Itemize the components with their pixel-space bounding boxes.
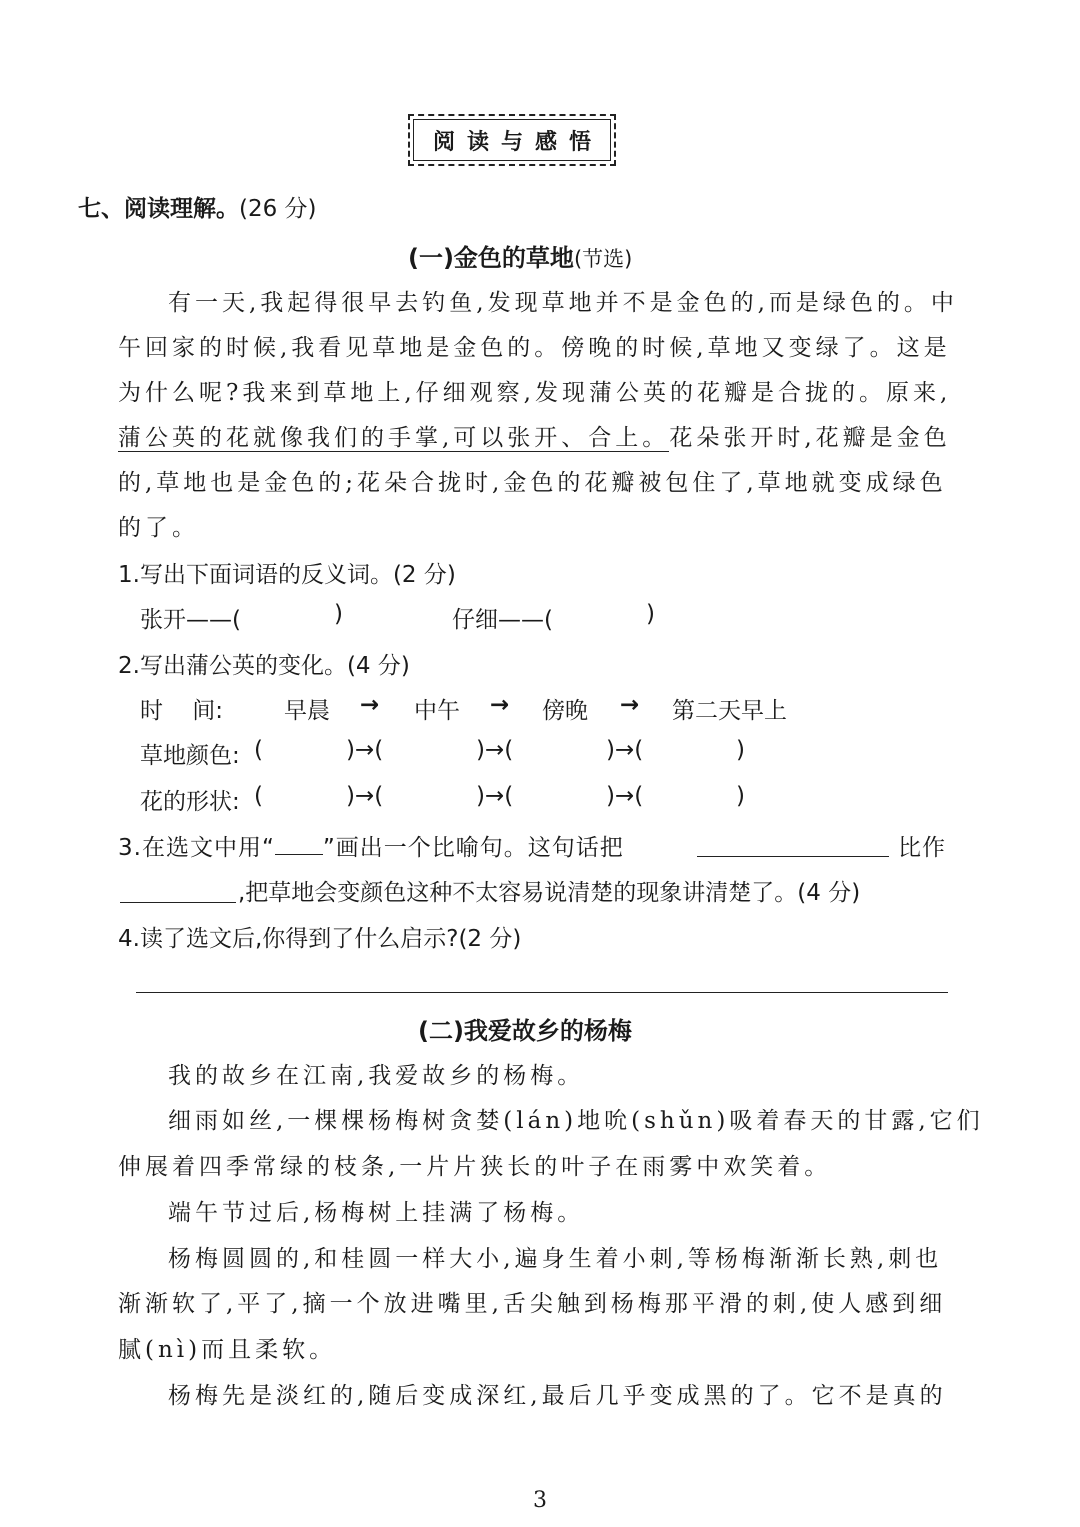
arrow-right-icon: → bbox=[360, 692, 380, 718]
q3-part-1: 3.在选文中用“ bbox=[118, 835, 275, 861]
passage-2-line: 细雨如丝,一棵棵杨梅树贪婪(lán)地吮(shǔn)吸着春天的甘露,它们 bbox=[168, 1108, 984, 1134]
passage-1-line-rest: 花朵张开时,花瓣是金色 bbox=[669, 425, 951, 451]
passage-1-title-note: (节选) bbox=[573, 247, 633, 271]
passage-2-line: 杨梅先是淡红的,随后变成深红,最后几乎变成黑的了。它不是真的 bbox=[168, 1383, 947, 1409]
q1-item-a-close: ) bbox=[334, 601, 343, 627]
passage-2-line: 腻(nì)而且柔软。 bbox=[118, 1337, 337, 1363]
passage-1-line: 的了。 bbox=[118, 515, 199, 541]
section-banner-text: 阅读与感悟 bbox=[432, 128, 603, 155]
passage-2-line: 渐渐软了,平了,摘一个放进嘴里,舌尖触到杨梅那平滑的刺,使人感到细 bbox=[118, 1291, 947, 1317]
q2-prompt: 2.写出蒲公英的变化。(4 分) bbox=[118, 653, 410, 679]
paren-arrow: )→( bbox=[476, 737, 514, 763]
q1-prompt: 1.写出下面词语的反义词。(2 分) bbox=[118, 562, 456, 588]
paren-open: ( bbox=[254, 783, 263, 809]
paren-close: ) bbox=[736, 783, 745, 809]
q2-time: 第二天早上 bbox=[672, 698, 787, 724]
question-7-title bbox=[78, 190, 317, 223]
q3-blank-line-mark bbox=[275, 836, 323, 855]
paren-close: ) bbox=[736, 737, 745, 763]
q2-shape-label: 花的形状: bbox=[140, 789, 240, 815]
q3-part-3: 比作 bbox=[898, 835, 946, 861]
q4-answer-line[interactable] bbox=[136, 992, 948, 993]
passage-1-line: 为什么呢?我来到草地上,仔细观察,发现蒲公英的花瓣是合拢的。原来, bbox=[118, 380, 952, 406]
paren-arrow: )→( bbox=[606, 783, 644, 809]
paren-arrow: )→( bbox=[346, 783, 384, 809]
passage-1-line: 午回家的时候,我看见草地是金色的。傍晚的时候,草地又变绿了。这是 bbox=[118, 335, 951, 361]
q3-part-2: ”画出一个比喻句。这句话把 bbox=[322, 835, 624, 861]
passage-2-title: (二)我爱故乡的杨梅 bbox=[418, 1017, 632, 1045]
passage-2-line: 伸展着四季常绿的枝条,一片片狭长的叶子在雨雾中欢笑着。 bbox=[118, 1154, 832, 1180]
paren-arrow: )→( bbox=[346, 737, 384, 763]
q1-item-a: 张开——( bbox=[140, 607, 241, 633]
section-banner bbox=[408, 114, 616, 166]
passage-1-title-text: (一)金色的草地 bbox=[408, 244, 574, 272]
question-7-points: (26 分) bbox=[239, 196, 317, 222]
passage-1-title bbox=[408, 238, 632, 273]
q3-answer-blank-1[interactable] bbox=[697, 856, 889, 857]
arrow-right-icon: → bbox=[620, 692, 640, 718]
q4-prompt: 4.读了选文后,你得到了什么启示?(2 分) bbox=[118, 926, 522, 952]
q3-part-4: ,把草地会变颜色这种不太容易说清楚的现象讲清楚了。(4 分) bbox=[238, 880, 861, 906]
passage-1-line-simile bbox=[118, 419, 951, 452]
paren-open: ( bbox=[254, 737, 263, 763]
q1-item-b-close: ) bbox=[646, 601, 655, 627]
q2-time: 傍晚 bbox=[542, 698, 588, 724]
q2-time-label: 时 间: bbox=[140, 698, 223, 724]
q1-item-b: 仔细——( bbox=[452, 607, 553, 633]
simile-underlined: 蒲公英的花就像我们的手掌,可以张开、合上。 bbox=[118, 425, 670, 451]
passage-2-line: 杨梅圆圆的,和桂圆一样大小,遍身生着小刺,等杨梅渐渐长熟,刺也 bbox=[168, 1246, 943, 1272]
q3-answer-blank-2[interactable] bbox=[120, 902, 236, 903]
arrow-right-icon: → bbox=[490, 692, 510, 718]
paren-arrow: )→( bbox=[476, 783, 514, 809]
paren-arrow: )→( bbox=[606, 737, 644, 763]
passage-1-line: 有一天,我起得很早去钓鱼,发现草地并不是金色的,而是绿色的。中 bbox=[168, 290, 958, 316]
q2-time: 中午 bbox=[414, 698, 460, 724]
q2-time: 早晨 bbox=[284, 698, 330, 724]
q2-color-label: 草地颜色: bbox=[140, 743, 240, 769]
passage-2-line: 端午节过后,杨梅树上挂满了杨梅。 bbox=[168, 1200, 585, 1226]
q3-line-1 bbox=[118, 829, 624, 862]
passage-1-line: 的,草地也是金色的;花朵合拢时,金色的花瓣被包住了,草地就变成绿色 bbox=[118, 470, 947, 496]
passage-2-line: 我的故乡在江南,我爱故乡的杨梅。 bbox=[168, 1063, 585, 1089]
page-number: 3 bbox=[533, 1488, 547, 1513]
question-7-label: 七、阅读理解。 bbox=[78, 196, 239, 222]
